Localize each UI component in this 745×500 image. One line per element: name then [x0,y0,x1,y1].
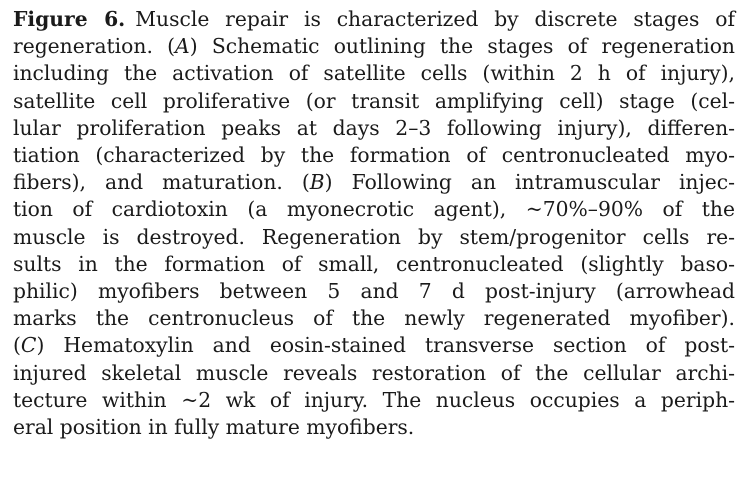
panel-letter: C [20,333,37,358]
panel-letter: B [309,170,325,195]
caption-line-15: tecture within ~2 wk of injury. The nucleus occupies a periph- [13,387,735,412]
caption-line-16: eral position in fully mature myofibers. [13,415,415,440]
panel-letter: A [175,34,190,59]
caption-line-7: fibers), and maturation. (B) Following an intramuscular injec- [13,170,735,195]
caption-line-4: satellite cell proliferative (or transit amplifying cell) stage (cel- [13,88,735,113]
figure-label: Figure 6. [13,7,126,31]
caption-line-9: muscle is destroyed. Regeneration by stem/progenitor cells re- [13,224,735,249]
caption-line-10: sults in the formation of small, centronucleated (slightly baso- [13,251,735,276]
caption-line-12: marks the centronucleus of the newly regenerated myofiber). [13,306,735,331]
caption-line-6: tiation (characterized by the formation of centronucleated myo- [13,143,735,168]
caption-line-2: regeneration. (A) Schematic outlining the stages of regeneration [13,34,735,59]
caption-line-11: philic) myofibers between 5 and 7 d post-injury (arrowhead [13,279,735,304]
caption-line-5: lular proliferation peaks at days 2–3 following injury), differen- [13,115,735,140]
caption-line-3: including the activation of satellite cells (within 2 h of injury), [13,61,735,86]
caption-line-13: (C) Hematoxylin and eosin-stained transverse section of post- [13,333,735,358]
caption-line-14: injured skeletal muscle reveals restoration of the cellular archi- [13,360,735,385]
caption-line-1-text: Muscle repair is characterized by discrete stages of [135,7,735,31]
caption-line-8: tion of cardiotoxin (a myonecrotic agent), ~70%–90% of the [13,197,735,222]
figure-caption [13,6,735,441]
caption-line-1 [13,6,735,33]
